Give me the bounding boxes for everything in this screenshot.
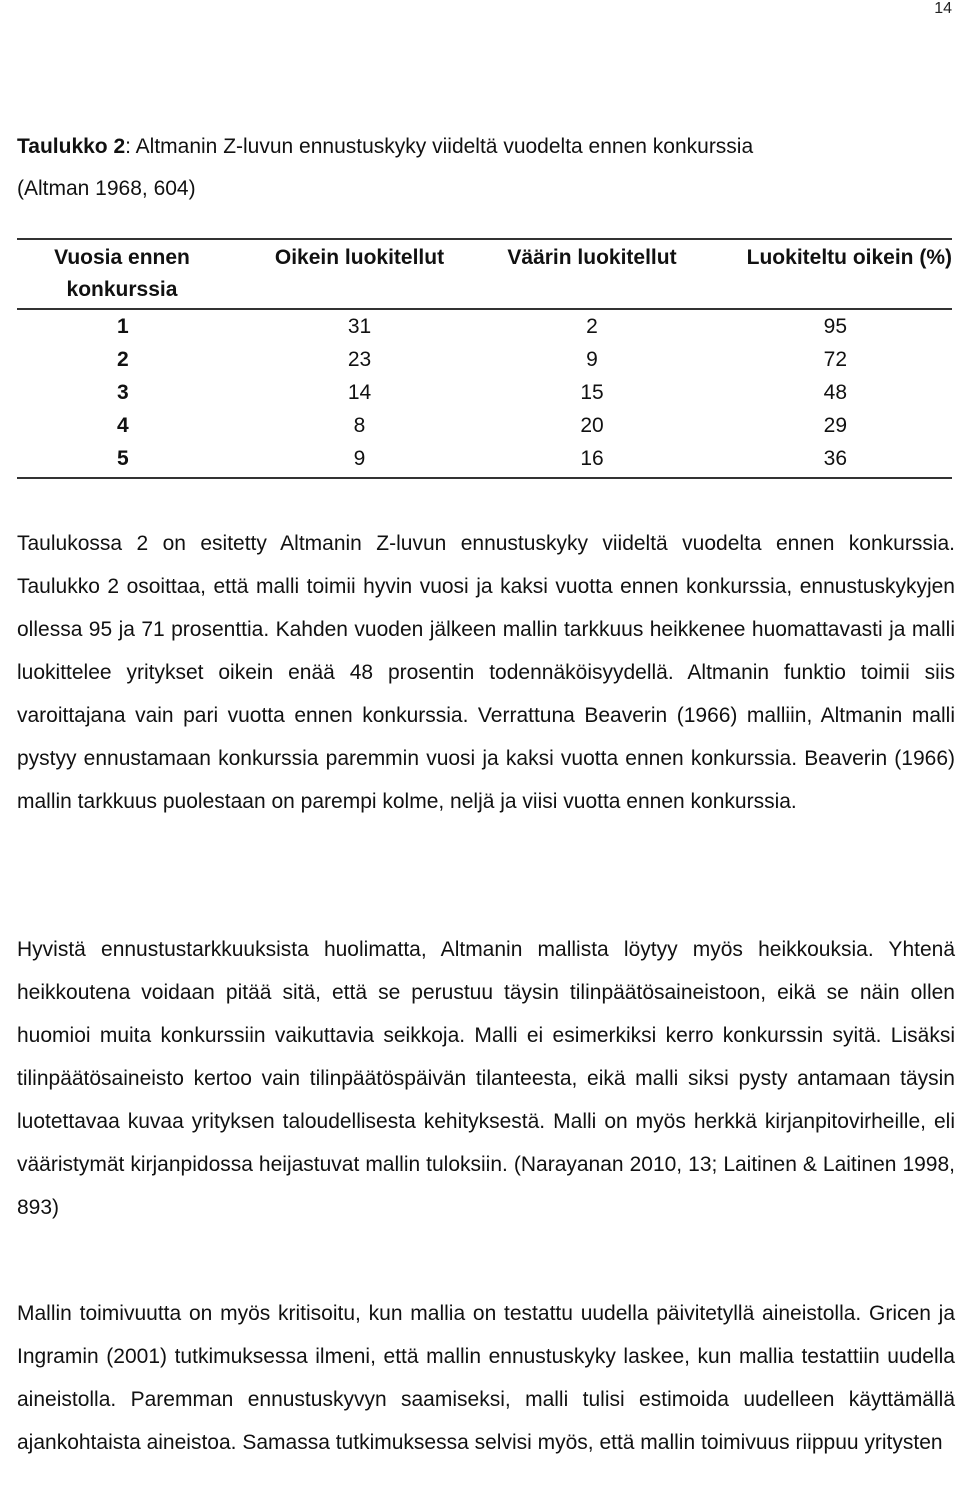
cell-wrong: 16 (492, 442, 692, 478)
caption-label: Taulukko 2 (17, 135, 126, 158)
cell-wrong: 20 (580, 414, 604, 437)
paragraph-2: Hyvistä ennustustarkkuuksista huolimatta, Altmanin mallista löytyy myös heikkouksia. Yhtenä heikkoutena voidaan pitää sitä, että se perustuu täysin tilinpäätösaineistoon, eikä se näin ollen huomioi muita konkurssiin vaikuttavia seikkoja. Malli ei esimerkiksi kerro konkurssin syitä. Lisäksi tilinpäätösaineisto kertoo vain tilinpäätöspäivän tilanteesta, eikä malli siksi pysty antamaan täysin luotettavaa kuvaa yrityksen taloudellisesta kehityksestä. Malli on myös herkkä kirjanpitovirheille, eli vääristymät kirjanpidossa heijastuvat mallin tuloksiin. (Narayanan 2010, 13; Laitinen & Laitinen 1998, 893) (17, 938, 955, 1219)
cell-pct-text: 72 (823, 348, 847, 371)
table-row (17, 343, 952, 376)
cell-years-text: 2 (117, 348, 129, 371)
paragraph-1: Taulukossa 2 on esitetty Altmanin Z-luvun ennustuskyky viideltä vuodelta ennen konkurssia. Taulukko 2 osoittaa, että malli toimii hyvin vuosi ja kaksi vuotta ennen konkurssia, ennustuskykyjen ollessa 95 ja 71 prosenttia. Kahden vuoden jälkeen mallin tarkkuus heikkenee huomattavasti ja malli luokittelee yritykset oikein enää 48 prosentin todennäköisyydellä. Altmanin funktio toimii siis varoittajana vain pari vuotta ennen konkurssia. Verrattuna Beaverin (1966) malliin, Altmanin malli pystyy ennustamaan konkurssia paremmin vuosi ja kaksi vuotta ennen konkurssia. Beaverin (1966) mallin tarkkuus puolestaan on parempi kolme, neljä ja viisi vuotta ennen konkurssia. (17, 532, 955, 813)
table-caption (17, 126, 955, 210)
cell-correct: 14 (347, 381, 372, 404)
table-row (17, 409, 952, 442)
cell-pct-text: 48 (823, 381, 847, 404)
cell-wrong: 2 (586, 315, 598, 338)
page-number: 14 (934, 0, 952, 17)
caption-source: (Altman 1968, 604) (17, 177, 196, 200)
cell-pct-text: 36 (823, 447, 847, 470)
caption-text: : Altmanin Z-luvun ennustuskyky viideltä vuodelta ennen konkurssia (125, 135, 754, 158)
header-wrong: Väärin luokitellut (492, 239, 692, 309)
header-years: Vuosia ennen konkurssia (17, 239, 227, 309)
cell-years-text: 3 (117, 381, 129, 404)
cell-years-text: 1 (117, 315, 129, 338)
cell-wrong: 9 (586, 348, 598, 371)
cell-pct (692, 376, 952, 409)
table-header-row (17, 239, 952, 309)
table-row (17, 442, 952, 478)
cell-years (17, 309, 227, 343)
cell-pct (692, 442, 952, 478)
cell-wrong: 15 (580, 381, 604, 404)
cell-correct: 8 (353, 414, 366, 437)
cell-years (17, 409, 227, 442)
table-row (17, 309, 952, 343)
paragraph-3-last: Samassa tutkimuksessa selvisi myös, että mallin toimivuus riippuu yritysten (242, 1431, 943, 1454)
table-body (17, 309, 952, 478)
cell-pct-text: 29 (823, 414, 847, 437)
header-pct (692, 239, 952, 309)
paragraph-3 (17, 1292, 955, 1464)
header-pct-text: Luokiteltu oikein (%) (746, 246, 952, 269)
cell-correct: 9 (227, 442, 492, 478)
cell-pct (692, 343, 952, 376)
cell-years (17, 376, 227, 409)
cell-years (17, 442, 227, 478)
cell-years-text: 4 (117, 414, 129, 437)
data-table (17, 238, 952, 479)
table-row (17, 376, 952, 409)
cell-years (17, 343, 227, 376)
cell-years-text: 5 (117, 447, 129, 470)
cell-correct: 23 (347, 348, 372, 371)
paragraph-3-main: Mallin toimivuutta on myös kritisoitu, kun mallia on testattu uudella päivitetyllä aineistolla. Gricen ja Ingramin (2001) tutkimuksessa ilmeni, että mallin ennustuskyky laskee, kun mallia testattiin uudella aineistolla. Paremman ennustuskyvyn saamiseksi, malli tulisi estimoida uudelleen käyttämällä ajankohtaista aineistoa. (17, 1302, 955, 1454)
cell-pct-text: 95 (823, 315, 847, 338)
cell-pct (692, 309, 952, 343)
cell-pct (692, 409, 952, 442)
header-correct: Oikein luokitellut (227, 239, 492, 309)
cell-correct: 31 (347, 315, 372, 338)
